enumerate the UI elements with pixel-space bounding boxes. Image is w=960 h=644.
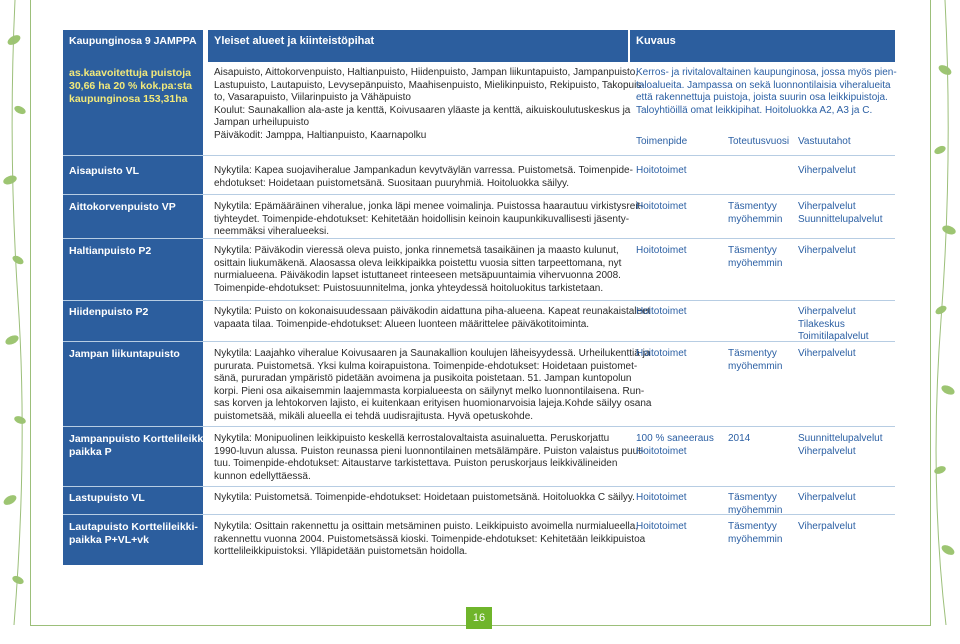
vastuu-cell xyxy=(798,348,894,361)
vuosi-value: myöhemmin xyxy=(728,360,783,372)
toimenpide-value: Hoitotoimet xyxy=(636,492,687,503)
park-name: Lastupuisto VL xyxy=(69,492,145,504)
row-separator xyxy=(63,341,895,342)
row-separator xyxy=(63,155,895,156)
vastuu-cell xyxy=(798,521,894,534)
vastuu-value: Viherpalvelut xyxy=(798,348,856,359)
toimenpide-cell xyxy=(636,306,726,319)
vuosi-cell xyxy=(728,245,798,270)
district-info-2: 30,66 ha 20 % kok.pa:sta xyxy=(69,80,193,92)
desc-line: osittain liukumäkenä. Alaosassa oleva leikkipaikka poistettu vuosia sitten tarpeettomana, nyt xyxy=(214,257,622,269)
district-info-3: kaupunginosa 153,31ha xyxy=(69,93,188,105)
desc-line: kunnon edellyttäessä. xyxy=(214,470,311,482)
vuosi-value: Täsmentyy xyxy=(728,348,777,359)
col-header-toimenpide: Toimenpide xyxy=(636,136,688,147)
vastuu-value: Viherpalvelut xyxy=(798,165,856,176)
page-number: 16 xyxy=(466,607,492,629)
desc-line: Nykytila: Päiväkodin vieressä oleva puisto, jonka rinnemetsä tasaikäinen ja maasto kulunut, xyxy=(214,245,619,256)
toimenpide-cell xyxy=(636,433,726,458)
vastuu-value: Viherpalvelut xyxy=(798,306,856,317)
desc-line: ehdotukset: Hoidetaan puistometsänä. Suositaan puuryhmiä. Hoitoluokka säilyy. xyxy=(214,177,570,189)
kuvaus-line: Taloyhtiöillä omat leikkipihat. Hoitoluokka A2, A3 ja C. xyxy=(636,104,873,116)
toimenpide-value: Hoitotoimet xyxy=(636,165,687,176)
vuosi-value: myöhemmin xyxy=(728,213,783,225)
desc-line: Nykytila: Monipuolinen leikkipuisto keskellä kerrostalovaltaista asuinaluetta. Peruskorjattu xyxy=(214,433,610,444)
park-name-line: paikka P xyxy=(69,446,112,458)
park-name: Aisapuisto VL xyxy=(69,165,140,177)
vuosi-cell xyxy=(728,492,798,517)
district-info-1: as.kaavoitettuja puistoja xyxy=(69,67,191,79)
vastuu-value: Viherpalvelut xyxy=(798,201,856,212)
col-header-vuosi: Toteutusvuosi xyxy=(728,136,790,147)
desc-line: Nykytila: Laajahko viheralue Koivusaaren ja Saunakallion koulujen läheisyydessä. Urheilukenttiä ja xyxy=(214,348,651,359)
toimenpide-value: 100 % saneeraus xyxy=(636,433,714,444)
right-leaf-decoration xyxy=(931,0,960,625)
toimenpide-cell xyxy=(636,165,726,178)
toimenpide-value: Hoitotoimet xyxy=(636,245,687,256)
intro-line: Koulut: Saunakallion ala-aste ja kenttä, Koivusaaren yläaste ja kenttä, aikuiskoulutuskeskus ja xyxy=(214,104,631,116)
intro-line: Aisapuisto, Aittokorvenpuisto, Haltianpuisto, Hiidenpuisto, Jampan liikuntapuisto, Jampanpuisto, xyxy=(214,67,639,78)
toimenpide-value: Hoitotoimet xyxy=(636,445,687,457)
desc-line: tuu. Toimenpide-ehdotukset: Aitaustarve tarkistettava. Puiston peruskorjaus leikkivälineiden xyxy=(214,458,618,470)
intro-line: Päiväkodit: Jamppa, Haltianpuisto, Kaarnapolku xyxy=(214,129,427,141)
vastuu-value: Viherpalvelut xyxy=(798,521,856,532)
kuvaus-line: taloalueita. Jampassa on sekä luonnontilaisia viheralueita xyxy=(636,79,891,91)
intro-text xyxy=(214,67,645,143)
kuvaus-line: Kerros- ja rivitalovaltainen kaupunginosa, jossa myös pien- xyxy=(636,67,897,78)
park-name xyxy=(69,521,203,547)
desc-line: Toimenpide-ehdotukset: Puistosuunnitelma, jonka yhteydessä hoitoluokitus tarkistetaan. xyxy=(214,282,604,294)
desc-line: sänä, pururadan ympäristö pidetään avoimena ja pusikoita poistetaan. 51. Jampan kuntopolun xyxy=(214,373,632,385)
vuosi-cell xyxy=(728,348,798,373)
vuosi-value: 2014 xyxy=(728,433,751,444)
toimenpide-value: Hoitotoimet xyxy=(636,201,687,212)
vuosi-value: Täsmentyy xyxy=(728,245,777,256)
row-separator xyxy=(63,300,895,301)
header-general-areas: Yleiset alueet ja kiinteistöpihat xyxy=(208,30,628,62)
vuosi-cell xyxy=(728,433,798,446)
park-description xyxy=(214,245,628,295)
sidebar-panel xyxy=(63,30,210,565)
desc-line: 1990-luvun alussa. Puiston reunassa pieni luonnontilainen metsälämpäre. Puiston valaistus puut- xyxy=(214,445,645,457)
desc-line: Nykytila: Osittain rakennettu ja osittain metsäminen puisto. Leikkipuisto avoimella nurmialueella, xyxy=(214,521,639,532)
vuosi-cell xyxy=(728,521,798,546)
kuvaus-text xyxy=(636,67,897,117)
toimenpide-cell xyxy=(636,348,726,361)
desc-line: nurmialueena. Päiväkodin lapset istuttaneet rinteeseen metsäpuuntaimia vihervuonna 2008. xyxy=(214,270,621,282)
park-description xyxy=(214,165,633,190)
vastuu-value: Tilakeskus xyxy=(798,318,845,330)
park-name-line: paikka P+VL+vk xyxy=(69,534,149,546)
district-title: Kaupunginosa 9 JAMPPA xyxy=(69,35,197,47)
park-name: Haltianpuisto P2 xyxy=(69,245,152,257)
vuosi-value: Täsmentyy xyxy=(728,492,777,503)
vastuu-cell xyxy=(798,433,894,458)
vastuu-value: Suunnittelupalvelut xyxy=(798,213,883,225)
desc-line: vapaata tilaa. Toimenpide-ehdotukset: Alueen luonteen määrittelee päiväkotitoiminta. xyxy=(214,318,590,330)
vastuu-value: Viherpalvelut xyxy=(798,492,856,503)
intro-line: to, Vasarapuisto, Viilarinpuisto ja Vähäpuisto xyxy=(214,92,411,104)
desc-line: pururata. Puistometsä. Yksi kulma koirapuistona. Toimenpide-ehdotukset: Hoidetaan puistomet- xyxy=(214,360,638,372)
header-description: Kuvaus xyxy=(630,30,895,62)
vastuu-cell xyxy=(798,201,894,226)
frame-left-line xyxy=(30,0,31,625)
desc-line: tiyhteydet. Toimenpide-ehdotukset: Kehitetään hoidollisin keinoin kaupunkikuvallisesti jäsenty- xyxy=(214,213,630,225)
row-separator xyxy=(63,486,895,487)
intro-line: Lastupuisto, Lautapuisto, Levysepänpuisto, Maahisenpuisto, Mielikinpuisto, Rekipuisto, Takopuis- xyxy=(214,79,645,91)
vuosi-value: Täsmentyy xyxy=(728,201,777,212)
vastuu-value: Viherpalvelut xyxy=(798,445,856,457)
desc-line: Nykytila: Kapea suojaviheralue Jampankadun kevytväylän varressa. Puistometsä. Toimenpide- xyxy=(214,165,633,176)
vuosi-value: myöhemmin xyxy=(728,504,783,516)
park-description xyxy=(214,521,646,559)
desc-line: puistometsää, mikäli alueella ei tehdä uudisrajitusta. Hyvä opetuskohde. xyxy=(214,410,534,422)
desc-line: korpi. Pieni osa aikaisemmin laajemmasta korpialueesta on säilynyt melko luonnontilaisena. Run- xyxy=(214,385,645,397)
vastuu-cell xyxy=(798,245,894,258)
desc-line: sas korven ja lehtokorven lajisto, ei kuitenkaan erityisen huomionarvoisia lajeja.Kohde säilyy osana xyxy=(214,398,652,410)
toimenpide-value: Hoitotoimet xyxy=(636,348,687,359)
vuosi-value: Täsmentyy xyxy=(728,521,777,532)
vuosi-value: myöhemmin xyxy=(728,533,783,545)
park-name xyxy=(69,433,210,459)
vuosi-cell xyxy=(728,201,798,226)
vastuu-cell xyxy=(798,492,894,505)
row-separator xyxy=(63,194,895,195)
vastuu-cell xyxy=(798,306,894,344)
park-name-line: Lautapuisto Korttelileikki- xyxy=(69,521,198,533)
toimenpide-cell xyxy=(636,492,726,505)
toimenpide-cell xyxy=(636,521,726,534)
desc-line: Nykytila: Puistometsä. Toimenpide-ehdotukset: Hoidetaan puistometsänä. Hoitoluokka C säilyy. xyxy=(214,492,635,503)
park-description xyxy=(214,492,635,505)
desc-line: neemmäksi viheralueeksi. xyxy=(214,226,330,238)
vuosi-value: myöhemmin xyxy=(728,257,783,269)
park-description xyxy=(214,348,652,424)
park-description xyxy=(214,433,645,483)
toimenpide-value: Hoitotoimet xyxy=(636,521,687,532)
desc-line: korttelileikkipuistoksi. Ylläpidetään puistometsän hoidolla. xyxy=(214,546,468,558)
toimenpide-value: Hoitotoimet xyxy=(636,306,687,317)
park-description xyxy=(214,306,651,331)
vastuu-cell xyxy=(798,165,894,178)
col-header-vastuu: Vastuutahot xyxy=(798,136,851,147)
park-description xyxy=(214,201,644,239)
park-name: Aittokorvenpuisto VP xyxy=(69,201,176,213)
park-name: Jampan liikuntapuisto xyxy=(69,348,180,360)
desc-line: Nykytila: Puisto on kokonaisuudessaan päiväkodin aidattuna piha-alueena. Kapeat reunakaistaleet xyxy=(214,306,651,317)
vastuu-value: Suunnittelupalvelut xyxy=(798,433,883,444)
vastuu-value: Toimitilapalvelut xyxy=(798,331,869,343)
kuvaus-line: että rakennettuja puistoja, joista suurin osa leikkipuistoja. xyxy=(636,92,888,104)
row-separator xyxy=(63,426,895,427)
intro-line: Jampan urheilupuisto xyxy=(214,117,310,129)
desc-line: rakennettu vuonna 2004. Puistometsässä kioski. Toimenpide-ehdotukset: Kehitetään leikkipuistoa xyxy=(214,533,646,545)
desc-line: Nykytila: Epämääräinen viheralue, jonka läpi menee voimalinja. Puistossa haarautuu virkistysreit- xyxy=(214,201,644,212)
park-name-line: Jampanpuisto Korttelileikki- xyxy=(69,433,210,445)
left-leaf-decoration xyxy=(0,0,30,625)
toimenpide-cell xyxy=(636,245,726,258)
toimenpide-cell xyxy=(636,201,726,214)
park-name: Hiidenpuisto P2 xyxy=(69,306,149,318)
vastuu-value: Viherpalvelut xyxy=(798,245,856,256)
